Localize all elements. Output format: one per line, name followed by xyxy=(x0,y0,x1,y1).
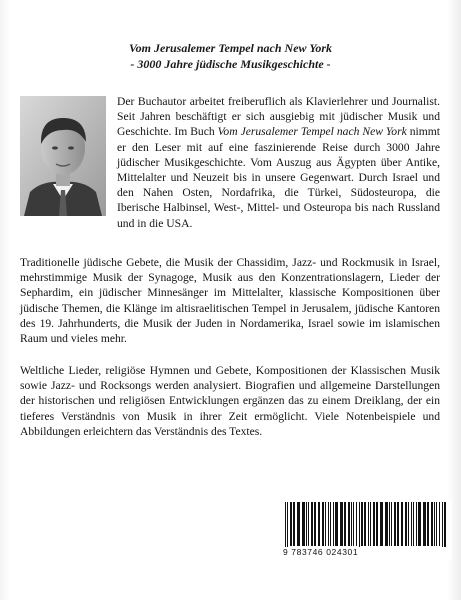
author-portrait-icon xyxy=(20,96,106,216)
barcode-bar xyxy=(333,502,334,546)
barcode-bar xyxy=(411,502,412,546)
barcode-bar xyxy=(322,502,324,546)
barcode-bar xyxy=(439,502,440,546)
barcode-bar xyxy=(302,502,305,546)
barcode-bar xyxy=(427,502,429,546)
barcode-bar xyxy=(368,502,369,546)
barcode-bar xyxy=(391,502,392,546)
barcode-bar xyxy=(434,502,435,546)
summary-paragraph: Weltliche Lieder, religiöse Hymnen und Gebete, Kompositionen der Klassischen Musik sowie Jazz- und Rocksongs werden analysiert. Biografien und allgemeine Darstellungen der historischen und religiösen Entwicklungen ergänzen das zu einem Dreiklang, der ein tieferes Verständnis von Musik in ihrer Zeit ermöglicht. Viele Notenbeispiele und Abbildungen erleichtern das Verständnis des Textes. xyxy=(20,364,440,438)
barcode-bar xyxy=(373,502,375,546)
barcode-bar xyxy=(431,502,433,546)
barcode-bar xyxy=(314,502,316,546)
barcode-bar xyxy=(405,502,407,546)
barcode-bar xyxy=(311,502,313,546)
barcode-bar xyxy=(308,502,309,546)
barcode-bar xyxy=(423,502,426,546)
barcode-bar xyxy=(401,502,403,546)
barcode-bar xyxy=(348,502,350,546)
barcode-bar xyxy=(385,502,388,546)
barcode-bar xyxy=(389,502,390,546)
barcode-bar xyxy=(297,502,300,546)
barcode-bar xyxy=(318,502,320,546)
barcode-bar xyxy=(335,502,338,546)
book-title xyxy=(0,40,461,72)
barcode-bar xyxy=(340,502,343,546)
barcode-bar xyxy=(325,502,326,546)
barcode-bar xyxy=(351,502,352,546)
barcode-bar xyxy=(436,502,437,546)
barcode-bar xyxy=(364,502,366,546)
barcode-bar xyxy=(353,502,354,546)
barcode-bar xyxy=(376,502,378,546)
bio-book-title: Vom Jerusalemer Tempel nach New York xyxy=(217,125,407,139)
author-photo xyxy=(20,96,106,216)
barcode-bar xyxy=(416,502,417,546)
barcode-bar xyxy=(306,502,307,546)
bio-text-start: Der Buchautor arbeitet freiberuflich als Klavierlehrer und Journalist. Seit Jahren beschäftigt er sich ausgiebig mit jüdischer Musik und Geschichte. Im Buch xyxy=(117,95,440,139)
isbn-digits: 9 783746 024301 xyxy=(283,547,449,557)
title-line-1: Vom Jerusalemer Tempel nach New York xyxy=(128,41,332,55)
barcode-bar xyxy=(328,502,329,546)
barcode-bar xyxy=(370,502,371,546)
barcode-bar xyxy=(408,502,409,546)
bio-text-end: nimmt er den Leser mit auf eine faszinierende Reise durch 3000 Jahre jüdischer Musikgeschichte. Vom Auszug aus Ägypten über Antike, Mittelalter und Neuzeit bis in unsere Gegenwart. Durch Israel und den Nahen Osten, Nordafrika, die Türkei, Südosteuropa, die Iberische Halbinsel, West-, Mittel- und Osteuropa bis nach Russland und in die USA. xyxy=(117,125,440,230)
barcode-bar xyxy=(380,502,383,546)
barcode-bar xyxy=(397,502,399,546)
title-line-2: - 3000 Jahre jüdische Musikgeschichte - xyxy=(130,57,331,71)
barcode-bar xyxy=(418,502,421,546)
barcode-bar xyxy=(293,502,295,546)
barcode-bar xyxy=(330,502,331,546)
topics-paragraph: Traditionelle jüdische Gebete, die Musik der Chassidim, Jazz- und Rockmusik in Israel, mehrstimmige Musik der Synagoge, Musik aus den Konzentrationslagern, Lieder der Sephardim, ein jüdischer Minnesänger im Mittelalter, klassische Kompositionen über jüdische Themen, die Klänge im altisraelitischen Tempel in Jerusalem, jüdische Kantoren des 19. Jahrhunderts, die Musik der Juden in Nordamerika, Israel sowie im islamischen Raum und vieles mehr. xyxy=(20,256,440,346)
author-bio-paragraph xyxy=(117,94,440,231)
barcode-bar xyxy=(394,502,396,546)
barcode-bar xyxy=(361,502,363,546)
barcode-bar xyxy=(413,502,414,546)
barcode-bar xyxy=(344,502,346,546)
barcode-bar xyxy=(290,502,292,546)
barcode-bar xyxy=(356,502,357,546)
